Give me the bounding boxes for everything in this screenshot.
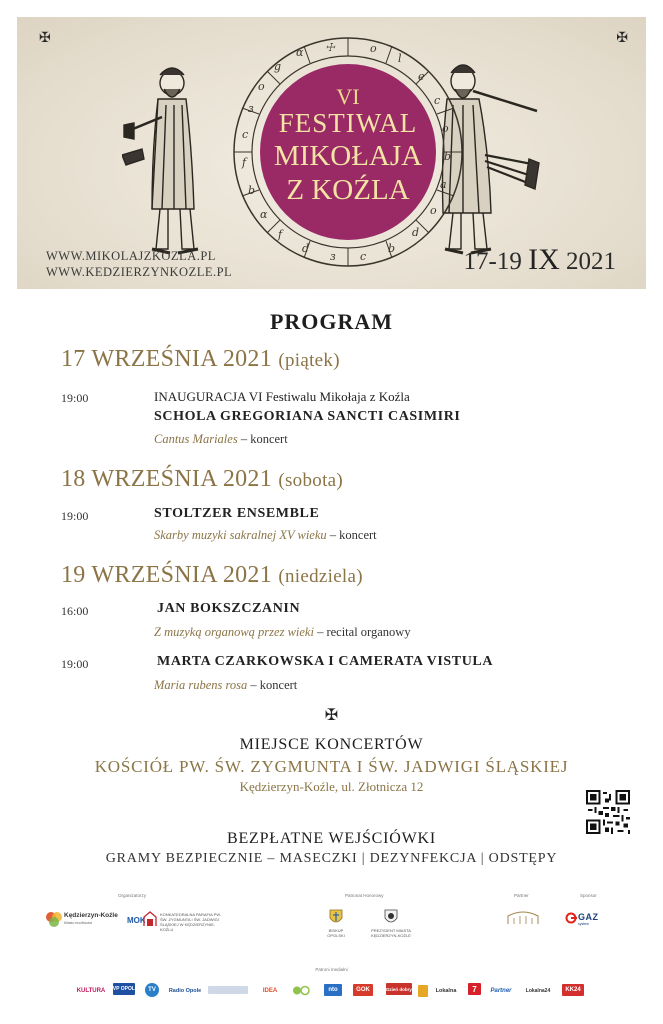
media-logo-idea: IDEA: [262, 988, 278, 994]
organizer-city: Kędzierzyn-Koźle: [64, 912, 118, 919]
festival-days: 17-19: [463, 248, 522, 275]
svg-text:ɜ: ɜ: [248, 102, 254, 115]
svg-text:l: l: [398, 52, 402, 65]
day-date: 19 WRZEŚNIA 2021: [61, 562, 273, 588]
festival-title-block: [257, 62, 439, 244]
event-time: 19:00: [61, 391, 89, 405]
event-intro: INAUGURACJA VI Festiwalu Mikołaja z Koźla: [154, 389, 410, 404]
media-logo-radio-opole: Radio Opole: [168, 988, 202, 994]
event-type: – koncert: [237, 432, 288, 446]
venue-address: Kędzierzyn-Koźle, ul. Złotnicza 12: [239, 779, 424, 794]
svg-text:b: b: [248, 184, 256, 197]
organizer-mok: MOK: [127, 916, 146, 925]
event-type: – koncert: [247, 678, 298, 692]
event-work: [154, 678, 297, 693]
day-date: 18 WRZEŚNIA 2021: [61, 466, 273, 492]
day-weekday: (piątek): [278, 350, 340, 371]
svg-text:a: a: [440, 178, 447, 191]
event-work-title: Skarby muzyki sakralnej XV wieku: [154, 528, 327, 542]
media-logo-lokalna24: Lokalna24: [525, 988, 551, 994]
svg-text:d: d: [302, 242, 310, 255]
svg-text:☩: ☩: [325, 41, 335, 54]
media-logo-gok: GOK: [353, 984, 373, 996]
media-logo-kk24: KK24: [562, 984, 584, 996]
left-musician-illustration: [122, 59, 208, 264]
event-performer: SCHOLA GREGORIANA SANCTI CASIMIRI: [154, 409, 461, 424]
event-work-title: Cantus Mariales: [154, 432, 238, 446]
svg-text:b: b: [388, 242, 396, 255]
festival-month: IX: [528, 243, 560, 276]
partner-label: Partner: [514, 893, 529, 898]
svg-text:b: b: [444, 150, 452, 163]
svg-text:e: e: [418, 70, 425, 83]
event-type: – recital organowy: [313, 625, 411, 639]
patron-bishop: [325, 928, 347, 938]
event-work-title: Z muzyką organową przez wieki: [154, 625, 314, 639]
event-performer: MARTA CZARKOWSKA I CAMERATA VISTULA: [157, 654, 494, 669]
event-work: [154, 528, 377, 543]
festival-banner: [17, 17, 646, 289]
festival-name-line2: Z KOŹLA: [286, 174, 410, 206]
tickets-heading: BEZPŁATNE WEJŚCIÓWKI: [226, 830, 437, 847]
partner-logo-icon: [506, 910, 540, 926]
svg-text:f: f: [242, 156, 247, 169]
svg-text:ɜ: ɜ: [330, 250, 336, 263]
patron-mayor-line1: PREZYDENT MIASTA: [371, 928, 411, 933]
media-logo-kultura: KULTURA: [76, 988, 106, 994]
city-coat-of-arms-icon: [383, 908, 399, 926]
patron-bishop-line1: BISKUP: [328, 928, 344, 933]
cross-icon: ✠: [616, 30, 628, 46]
festival-dates: [464, 243, 616, 277]
organizer-city-sub: Miasto możliwości: [64, 921, 93, 925]
media-patrons-label: Patroni medialni: [315, 967, 348, 972]
day-heading-3: [61, 562, 363, 589]
event-time: 19:00: [61, 657, 89, 671]
cross-icon: ✠: [39, 30, 51, 46]
svg-text:o: o: [258, 80, 265, 93]
website-link-festival[interactable]: WWW.MIKOLAJZKOZLA.PL: [46, 249, 216, 263]
festival-name-line1: MIKOŁAJA: [273, 140, 423, 172]
organizer-parish: KONKATEDRALNA PARAFIA PW. ŚW. ZYGMUNTA I ŚW. JADWIGI ŚLĄSKIEJ W KĘDZIERZYNIE-KOŹLU: [160, 912, 221, 932]
day-heading-1: [61, 346, 340, 373]
day-weekday: (niedziela): [278, 566, 363, 587]
svg-text:ɑ: ɑ: [296, 46, 304, 59]
sponsor-label: Sponsor: [580, 893, 597, 898]
venue-heading: MIEJSCE KONCERTÓW: [239, 736, 424, 753]
media-logo-lokalna: Lokalna: [435, 988, 457, 994]
qr-code-icon[interactable]: [586, 790, 630, 834]
svg-text:ɑ: ɑ: [260, 208, 268, 221]
program-title: PROGRAM: [269, 309, 394, 334]
patronage-label: Patronat Honorowy: [345, 893, 384, 898]
event-time: 16:00: [61, 604, 89, 618]
cross-separator-icon: ✠: [324, 705, 339, 724]
svg-text:g: g: [274, 60, 282, 73]
patron-bishop-line2: OPOLSKI: [327, 933, 345, 938]
gaz-system-logo-icon: [565, 912, 577, 924]
svg-text:f: f: [278, 228, 283, 241]
day-heading-2: [61, 466, 343, 493]
sponsor-name: GAZ: [578, 912, 599, 922]
festival-word: FESTIWAL: [278, 108, 418, 138]
day-date: 17 WRZEŚNIA 2021: [61, 346, 273, 372]
event-time: 19:00: [61, 509, 89, 523]
event-type: – koncert: [326, 528, 377, 542]
festival-number: VI: [336, 84, 360, 109]
event-performer: JAN BOKSZCZANIN: [157, 601, 301, 616]
media-logo-portal: [208, 986, 248, 994]
mok-emblem-icon: [143, 911, 157, 927]
media-logo-dzien-dobry: Dzień dobry: [386, 983, 412, 995]
website-link-city[interactable]: WWW.KEDZIERZYNKOZLE.PL: [46, 265, 233, 279]
media-logo-partner: Partner: [490, 988, 512, 994]
organizers-label: Organizatorzy: [118, 893, 147, 898]
festival-year: 2021: [566, 248, 616, 275]
media-logo-circles-icon: [292, 984, 314, 997]
safety-rules: GRAMY BEZPIECZNIE – MASECZKI | DEZYNFEKCJA | ODSTĘPY: [105, 851, 558, 866]
event-work: [154, 625, 411, 640]
event-performer: STOLTZER ENSEMBLE: [154, 506, 320, 521]
sponsor-sub: system: [578, 922, 590, 926]
media-logo-tv: TV: [145, 983, 159, 997]
patron-mayor: [368, 928, 414, 938]
svg-text:o: o: [370, 42, 377, 55]
event-work-title: Maria rubens rosa: [154, 678, 248, 692]
svg-text:c: c: [360, 250, 367, 263]
media-logo-tvp-opole: TVP OPOLE: [113, 983, 135, 995]
svg-text:d: d: [412, 226, 420, 239]
svg-text:c: c: [434, 94, 441, 107]
media-logo-7: 7: [468, 983, 481, 995]
svg-text:c: c: [242, 128, 249, 141]
event-work: [154, 432, 288, 447]
venue-church: KOŚCIÓŁ PW. ŚW. ZYGMUNTA I ŚW. JADWIGI ŚLĄSKIEJ: [94, 757, 569, 776]
bishop-coat-of-arms-icon: [328, 908, 344, 926]
media-logo-nto: nto: [324, 984, 342, 996]
day-weekday: (sobota): [278, 470, 344, 491]
city-logo-icon: [45, 910, 63, 928]
patron-mayor-line2: KĘDZIERZYN-KOŹLE: [371, 933, 411, 938]
svg-text:o: o: [430, 204, 437, 217]
media-logo-mark: [418, 985, 428, 997]
svg-text:o: o: [442, 122, 449, 135]
